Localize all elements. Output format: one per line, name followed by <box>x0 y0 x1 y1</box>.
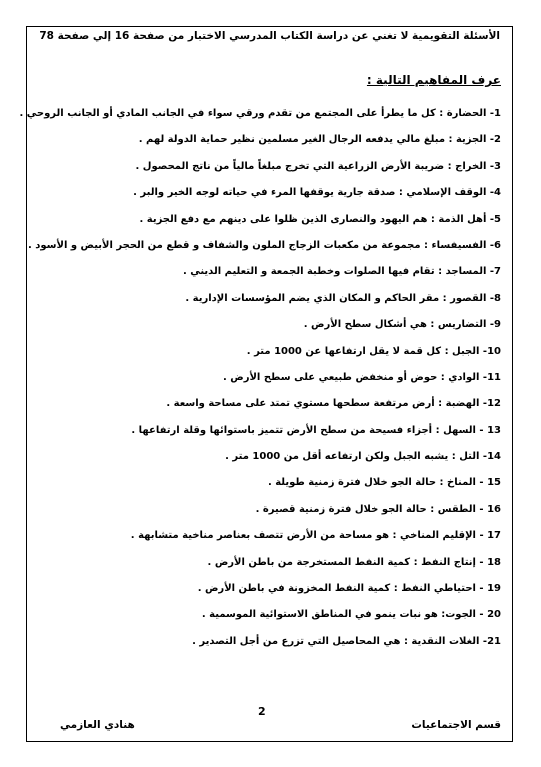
definition-item: 14- التل : يشبه الجبل ولكن ارتفاعه أقل من 1000 متر . <box>225 451 501 463</box>
definition-item: 11- الوادي : حوض أو منخفض طبيعي على سطح الأرض . <box>223 371 501 383</box>
definition-item: 8- القصور : مقر الحاكم و المكان الذي يضم المؤسسات الإدارية . <box>185 292 501 304</box>
definition-item: 18 - إنتاج النفط : كمية النفط المستخرجة من باطن الأرض . <box>207 556 501 568</box>
definition-item: 21- الغلات النقدية : هي المحاصيل التي تزرع من أجل التصدير . <box>192 635 501 647</box>
definition-item: 16 - الطقس : حالة الجو خلال فترة زمنية قصيرة . <box>255 503 501 515</box>
definition-item: 5- أهل الذمة : هم اليهود والنصارى الذين ظلوا على دينهم مع دفع الجزية . <box>139 213 501 225</box>
definition-item: 7- المساجد : تقام فيها الصلوات وخطبة الجمعة و التعليم الديني . <box>182 266 501 278</box>
definitions-list <box>19 101 501 655</box>
section-title <box>367 73 501 87</box>
definition-item: 4- الوقف الإسلامي : صدقة جارية يوقفها المرء في حياته لوجه الخير والبر . <box>133 187 501 199</box>
author-name: هنادي العازمي <box>60 719 135 731</box>
page-number: 2 <box>258 705 266 718</box>
definition-item: 15 - المناخ : حالة الجو خلال فترة زمنية طويلة . <box>267 477 501 489</box>
definition-item: 12- الهضبة : أرض مرتفعة سطحها مستوي تمتد على مساحة واسعة . <box>166 398 501 410</box>
definition-item: 1- الحضارة : كل ما يطرأ على المجتمع من تقدم ورقي سواء في الجانب المادي أو الجانب الروحي . <box>19 108 501 119</box>
definition-item: 2- الجزية : مبلغ مالي يدفعه الرجال الغير مسلمين نظير حماية الدولة لهم . <box>138 134 501 146</box>
definition-item: 9- التضاريس : هي أشكال سطح الأرض . <box>303 319 501 331</box>
department-label: قسم الاجتماعيات <box>411 719 501 731</box>
section-title-text: عرف المفاهيم التالية : <box>366 73 501 87</box>
definition-item: 17 - الإقليم المناخي : هو مساحة من الأرض تتصف بعناصر مناخية متشابهة . <box>130 530 501 542</box>
definition-item: 10- الجبل : كل قمة لا يقل ارتفاعها عن 1000 متر . <box>246 345 501 357</box>
definition-item: 13 - السهل : أجزاء فسيحة من سطح الأرض تتميز باستوائها وقلة ارتفاعها . <box>131 424 501 436</box>
definition-item: 3- الخراج : ضريبة الأرض الزراعية التي تخرج مبلغاً مالياً من ناتج المحصول . <box>135 160 501 172</box>
definition-item: 19 - احتياطي النفط : كمية النفط المخزونة في باطن الأرض . <box>197 583 501 595</box>
definition-item: 6- الفسيفساء : مجموعة من مكعبات الزجاج الملون والشفاف و قطع من الحجر الأبيض و الأسود . <box>27 239 501 251</box>
definition-item: 20 - الجوت: هو نبات ينمو في المناطق الاستوائية الموسمية . <box>201 609 501 621</box>
page-header: الأسئلة التقويمية لا تغني عن دراسة الكتاب المدرسي الاختبار من صفحة 16 إلي صفحة 78 <box>39 30 500 42</box>
